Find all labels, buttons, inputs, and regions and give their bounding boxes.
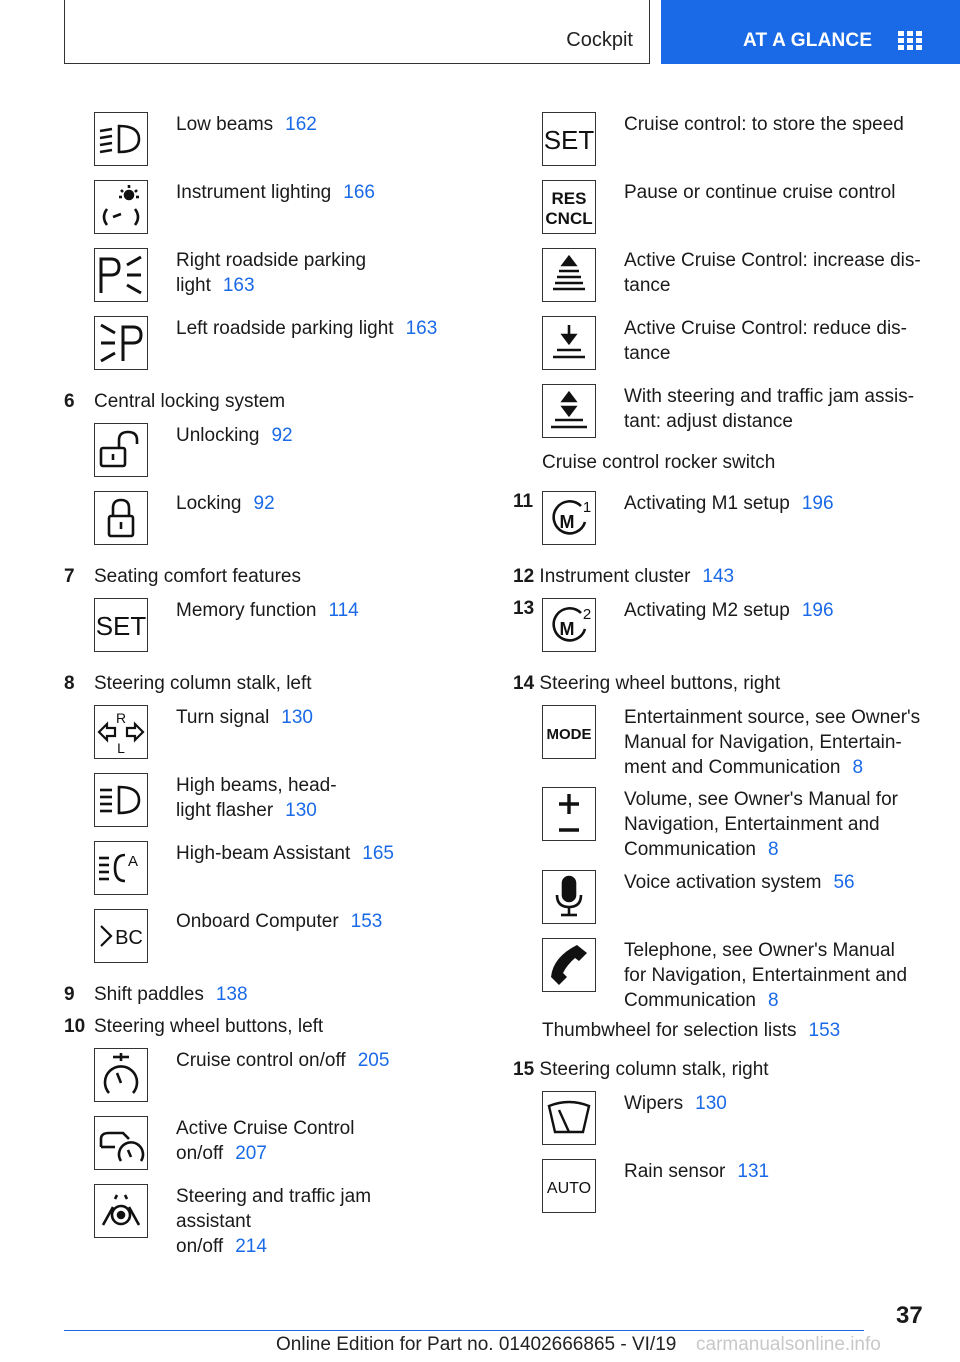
section-15: 15 Steering column stalk, right bbox=[513, 1059, 769, 1080]
page-link[interactable]: 8 bbox=[852, 757, 864, 778]
page-link[interactable]: 130 bbox=[695, 1093, 727, 1114]
page-link[interactable]: 130 bbox=[281, 707, 313, 728]
active-cruise-control-icon bbox=[94, 1116, 148, 1170]
steering-assistant-icon bbox=[94, 1184, 148, 1238]
volume-icon bbox=[542, 787, 596, 841]
page-link[interactable]: 165 bbox=[362, 843, 394, 864]
page-link[interactable]: 163 bbox=[222, 275, 255, 296]
section-10: 10 Steering wheel buttons, left bbox=[64, 1016, 324, 1037]
page-link[interactable]: 92 bbox=[271, 425, 293, 446]
page-link[interactable]: 153 bbox=[808, 1020, 841, 1041]
page-link[interactable]: 163 bbox=[405, 318, 438, 339]
page-link[interactable]: 8 bbox=[768, 839, 779, 860]
set-icon bbox=[542, 112, 596, 166]
section-11: 11 bbox=[513, 491, 534, 512]
page-link[interactable]: 143 bbox=[702, 566, 735, 587]
m2-icon bbox=[542, 598, 596, 652]
edition-text: Online Edition for Part no. 01402666865 - VI/19 bbox=[276, 1334, 677, 1355]
svg-text:A: A bbox=[127, 853, 139, 870]
svg-text:RES: RES bbox=[551, 189, 587, 208]
page-link[interactable]: 114 bbox=[328, 600, 359, 621]
m1-icon bbox=[542, 491, 596, 545]
section-band[interactable] bbox=[661, 0, 960, 64]
svg-text:1: 1 bbox=[582, 499, 592, 516]
section-6: 6 Central locking system bbox=[64, 391, 286, 412]
increase-distance-icon bbox=[542, 248, 596, 302]
svg-text:2: 2 bbox=[582, 606, 592, 623]
section-14: 14 Steering wheel buttons, right bbox=[513, 673, 781, 694]
auto-icon bbox=[542, 1159, 596, 1213]
watermark: carmanualsonline.info bbox=[696, 1334, 881, 1355]
res-cncl-icon bbox=[542, 180, 596, 234]
svg-text:M: M bbox=[559, 512, 575, 532]
cruise-control-icon bbox=[94, 1048, 148, 1102]
page-link[interactable]: 92 bbox=[253, 493, 275, 514]
svg-text:AUTO: AUTO bbox=[546, 1180, 592, 1197]
svg-text:SET: SET bbox=[543, 125, 595, 155]
page-link[interactable]: 196 bbox=[801, 493, 834, 514]
page-link[interactable]: 162 bbox=[285, 114, 317, 135]
right-parking-light-icon bbox=[94, 248, 148, 302]
page-link[interactable]: 130 bbox=[285, 800, 317, 821]
svg-text:M: M bbox=[559, 619, 575, 639]
turn-signal-icon bbox=[94, 705, 148, 759]
phone-icon bbox=[542, 938, 596, 992]
svg-text:R: R bbox=[115, 710, 127, 726]
svg-text:CNCL: CNCL bbox=[545, 209, 593, 228]
page-link[interactable]: 8 bbox=[768, 990, 779, 1011]
footer-divider bbox=[64, 1330, 864, 1331]
svg-text:L: L bbox=[117, 740, 125, 756]
page-link[interactable]: 207 bbox=[235, 1143, 267, 1164]
microphone-icon bbox=[542, 870, 596, 924]
page-link[interactable]: 205 bbox=[357, 1050, 390, 1071]
reduce-distance-icon bbox=[542, 316, 596, 370]
page-link[interactable]: 214 bbox=[235, 1236, 267, 1257]
section-7: 7 Seating comfort features bbox=[64, 566, 301, 587]
mode-icon bbox=[542, 705, 596, 759]
adjust-distance-icon bbox=[542, 384, 596, 438]
svg-text:SET: SET bbox=[95, 611, 147, 641]
onboard-computer-icon bbox=[94, 909, 148, 963]
section-13: 13 bbox=[513, 598, 535, 619]
page-link[interactable]: 138 bbox=[215, 984, 248, 1005]
page-link[interactable]: 196 bbox=[801, 600, 834, 621]
instrument-lighting-icon bbox=[94, 180, 148, 234]
page-link[interactable]: 131 bbox=[737, 1161, 770, 1182]
chapter-title: Cockpit bbox=[566, 29, 633, 51]
svg-text:BC: BC bbox=[115, 927, 143, 949]
page-link[interactable]: 153 bbox=[350, 911, 383, 932]
left-parking-light-icon bbox=[94, 316, 148, 370]
section-8: 8 Steering column stalk, left bbox=[64, 673, 312, 694]
unlock-icon bbox=[94, 423, 148, 477]
grid-icon bbox=[898, 31, 922, 51]
rocker-switch-label: Cruise control rocker switch bbox=[542, 452, 776, 473]
section-9: 9 Shift paddles 138 bbox=[64, 984, 248, 1005]
header-box bbox=[64, 0, 650, 64]
page-link[interactable]: 56 bbox=[833, 872, 855, 893]
high-beam-assistant-icon bbox=[94, 841, 148, 895]
section-12: 12 Instrument cluster 143 bbox=[513, 566, 735, 587]
low-beams-icon bbox=[94, 112, 148, 166]
page-number: 37 bbox=[896, 1302, 923, 1329]
thumbwheel-label: Thumbwheel for selection lists 153 bbox=[542, 1020, 841, 1041]
high-beams-icon bbox=[94, 773, 148, 827]
set-icon bbox=[94, 598, 148, 652]
wiper-icon bbox=[542, 1091, 596, 1145]
section-band-label: AT A GLANCE bbox=[743, 30, 873, 51]
svg-text:MODE: MODE bbox=[546, 726, 592, 743]
lock-icon bbox=[94, 491, 148, 545]
page-link[interactable]: 166 bbox=[343, 182, 375, 203]
